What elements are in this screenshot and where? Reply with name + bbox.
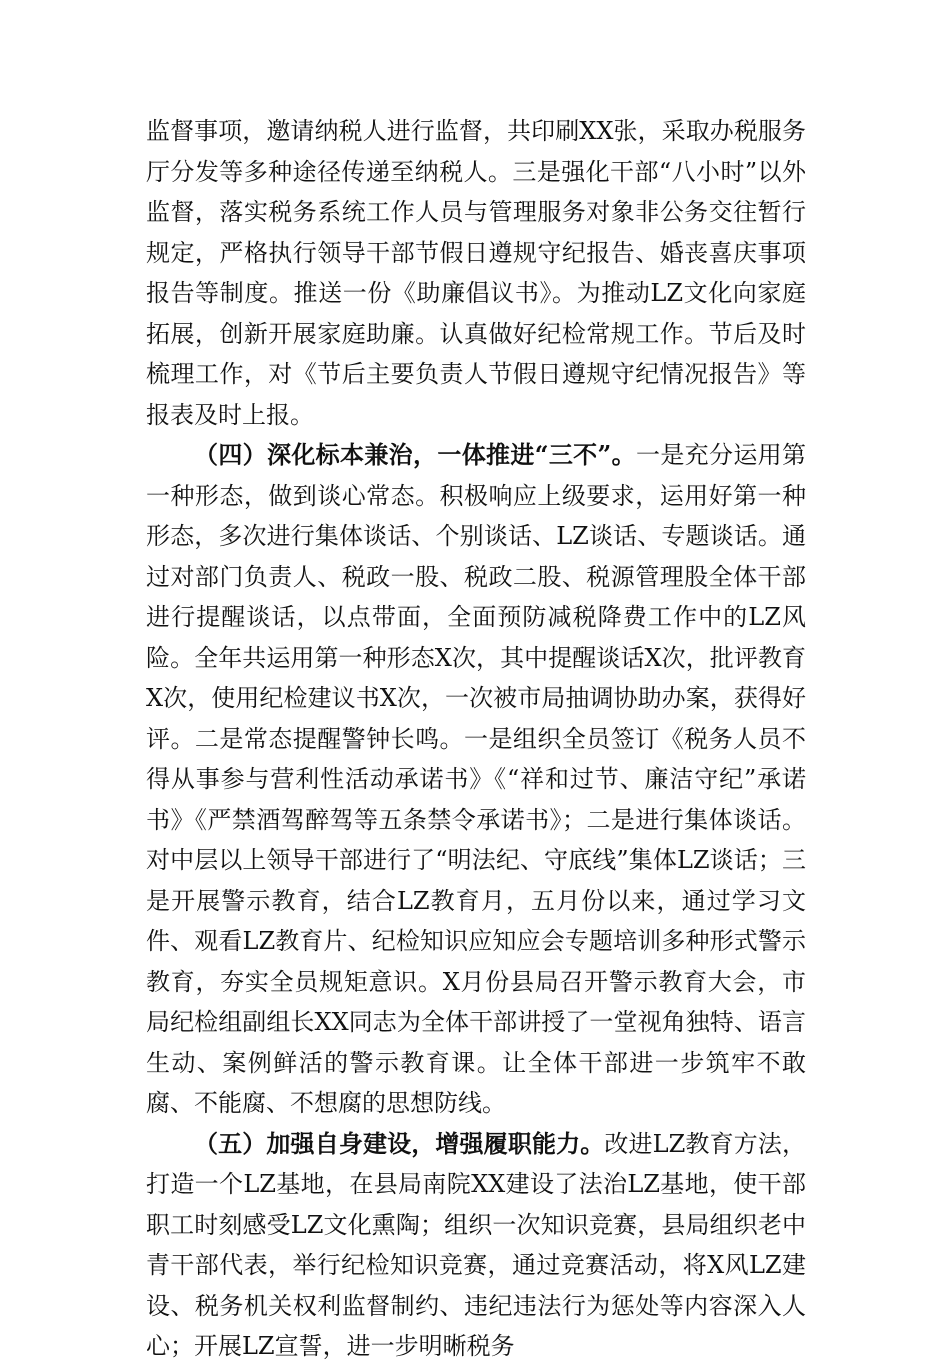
paragraph-continued	[146, 111, 806, 435]
section-five-heading: （五）加强自身建设，增强履职能力。	[194, 1128, 605, 1158]
paragraph-section-five	[146, 1124, 806, 1367]
document-body	[146, 111, 806, 1367]
section-five-text: 改进LZ教育方法，打造一个LZ基地，在县局南院XX建设了法治LZ基地，使干部职工时刻感受LZ文化熏陶；组织一次知识竞赛，县局组织老中青干部代表，举行纪检知识竞赛，通过竞赛活动，将X风LZ建设、税务机关权利监督制约、违纪违法行为惩处等内容深入人心；开展LZ宣誓，进一步明晰税务	[146, 1129, 806, 1360]
section-four-heading: （四）深化标本兼治，一体推进“三不”。	[194, 440, 636, 469]
section-four-text: 一是充分运用第一种形态，做到谈心常态。积极响应上级要求，运用好第一种形态，多次进行集体谈话、个别谈话、LZ谈话、专题谈话。通过对部门负责人、税政一股、税政二股、税源管理股全体干部进行提醒谈话，以点带面，全面预防减税降费工作中的LZ风险。全年共运用第一种形态X次，其中提醒谈话X次，批评教育X次，使用纪检建议书X次，一次被市局抽调协助办案，获得好评。二是常态提醒警钟长鸣。一是组织全员签订《税务人员不得从事参与营利性活动承诺书》《“祥和过节、廉洁守纪”承诺书》《严禁酒驾醉驾等五条禁令承诺书》；二是进行集体谈话。对中层以上领导干部进行了“明法纪、守底线”集体LZ谈话；三是开展警示教育，结合LZ教育月，五月份以来，通过学习文件、观看LZ教育片、纪检知识应知应会专题培训多种形式警示教育，夯实全员规矩意识。X月份县局召开警示教育大会，市局纪检组副组长XX同志为全体干部讲授了一堂视角独特、语言生动、案例鲜活的警示教育课。让全体干部进一步筑牢不敢腐、不能腐、不想腐的思想防线。	[146, 441, 807, 1117]
paragraph-section-four	[146, 435, 806, 1124]
paragraph-1-text: 监督事项，邀请纳税人进行监督，共印刷XX张，采取办税服务厅分发等多种途径传递至纳税人。三是强化干部“八小时”以外监督，落实税务系统工作人员与管理服务对象非公务交往暂行规定，严格执行领导干部节假日遵规守纪报告、婚丧喜庆事项报告等制度。推送一份《助廉倡议书》。为推动LZ文化向家庭拓展，创新开展家庭助廉。认真做好纪检常规工作。节后及时梳理工作，对《节后主要负责人节假日遵规守纪情况报告》等报表及时上报。	[146, 117, 806, 429]
